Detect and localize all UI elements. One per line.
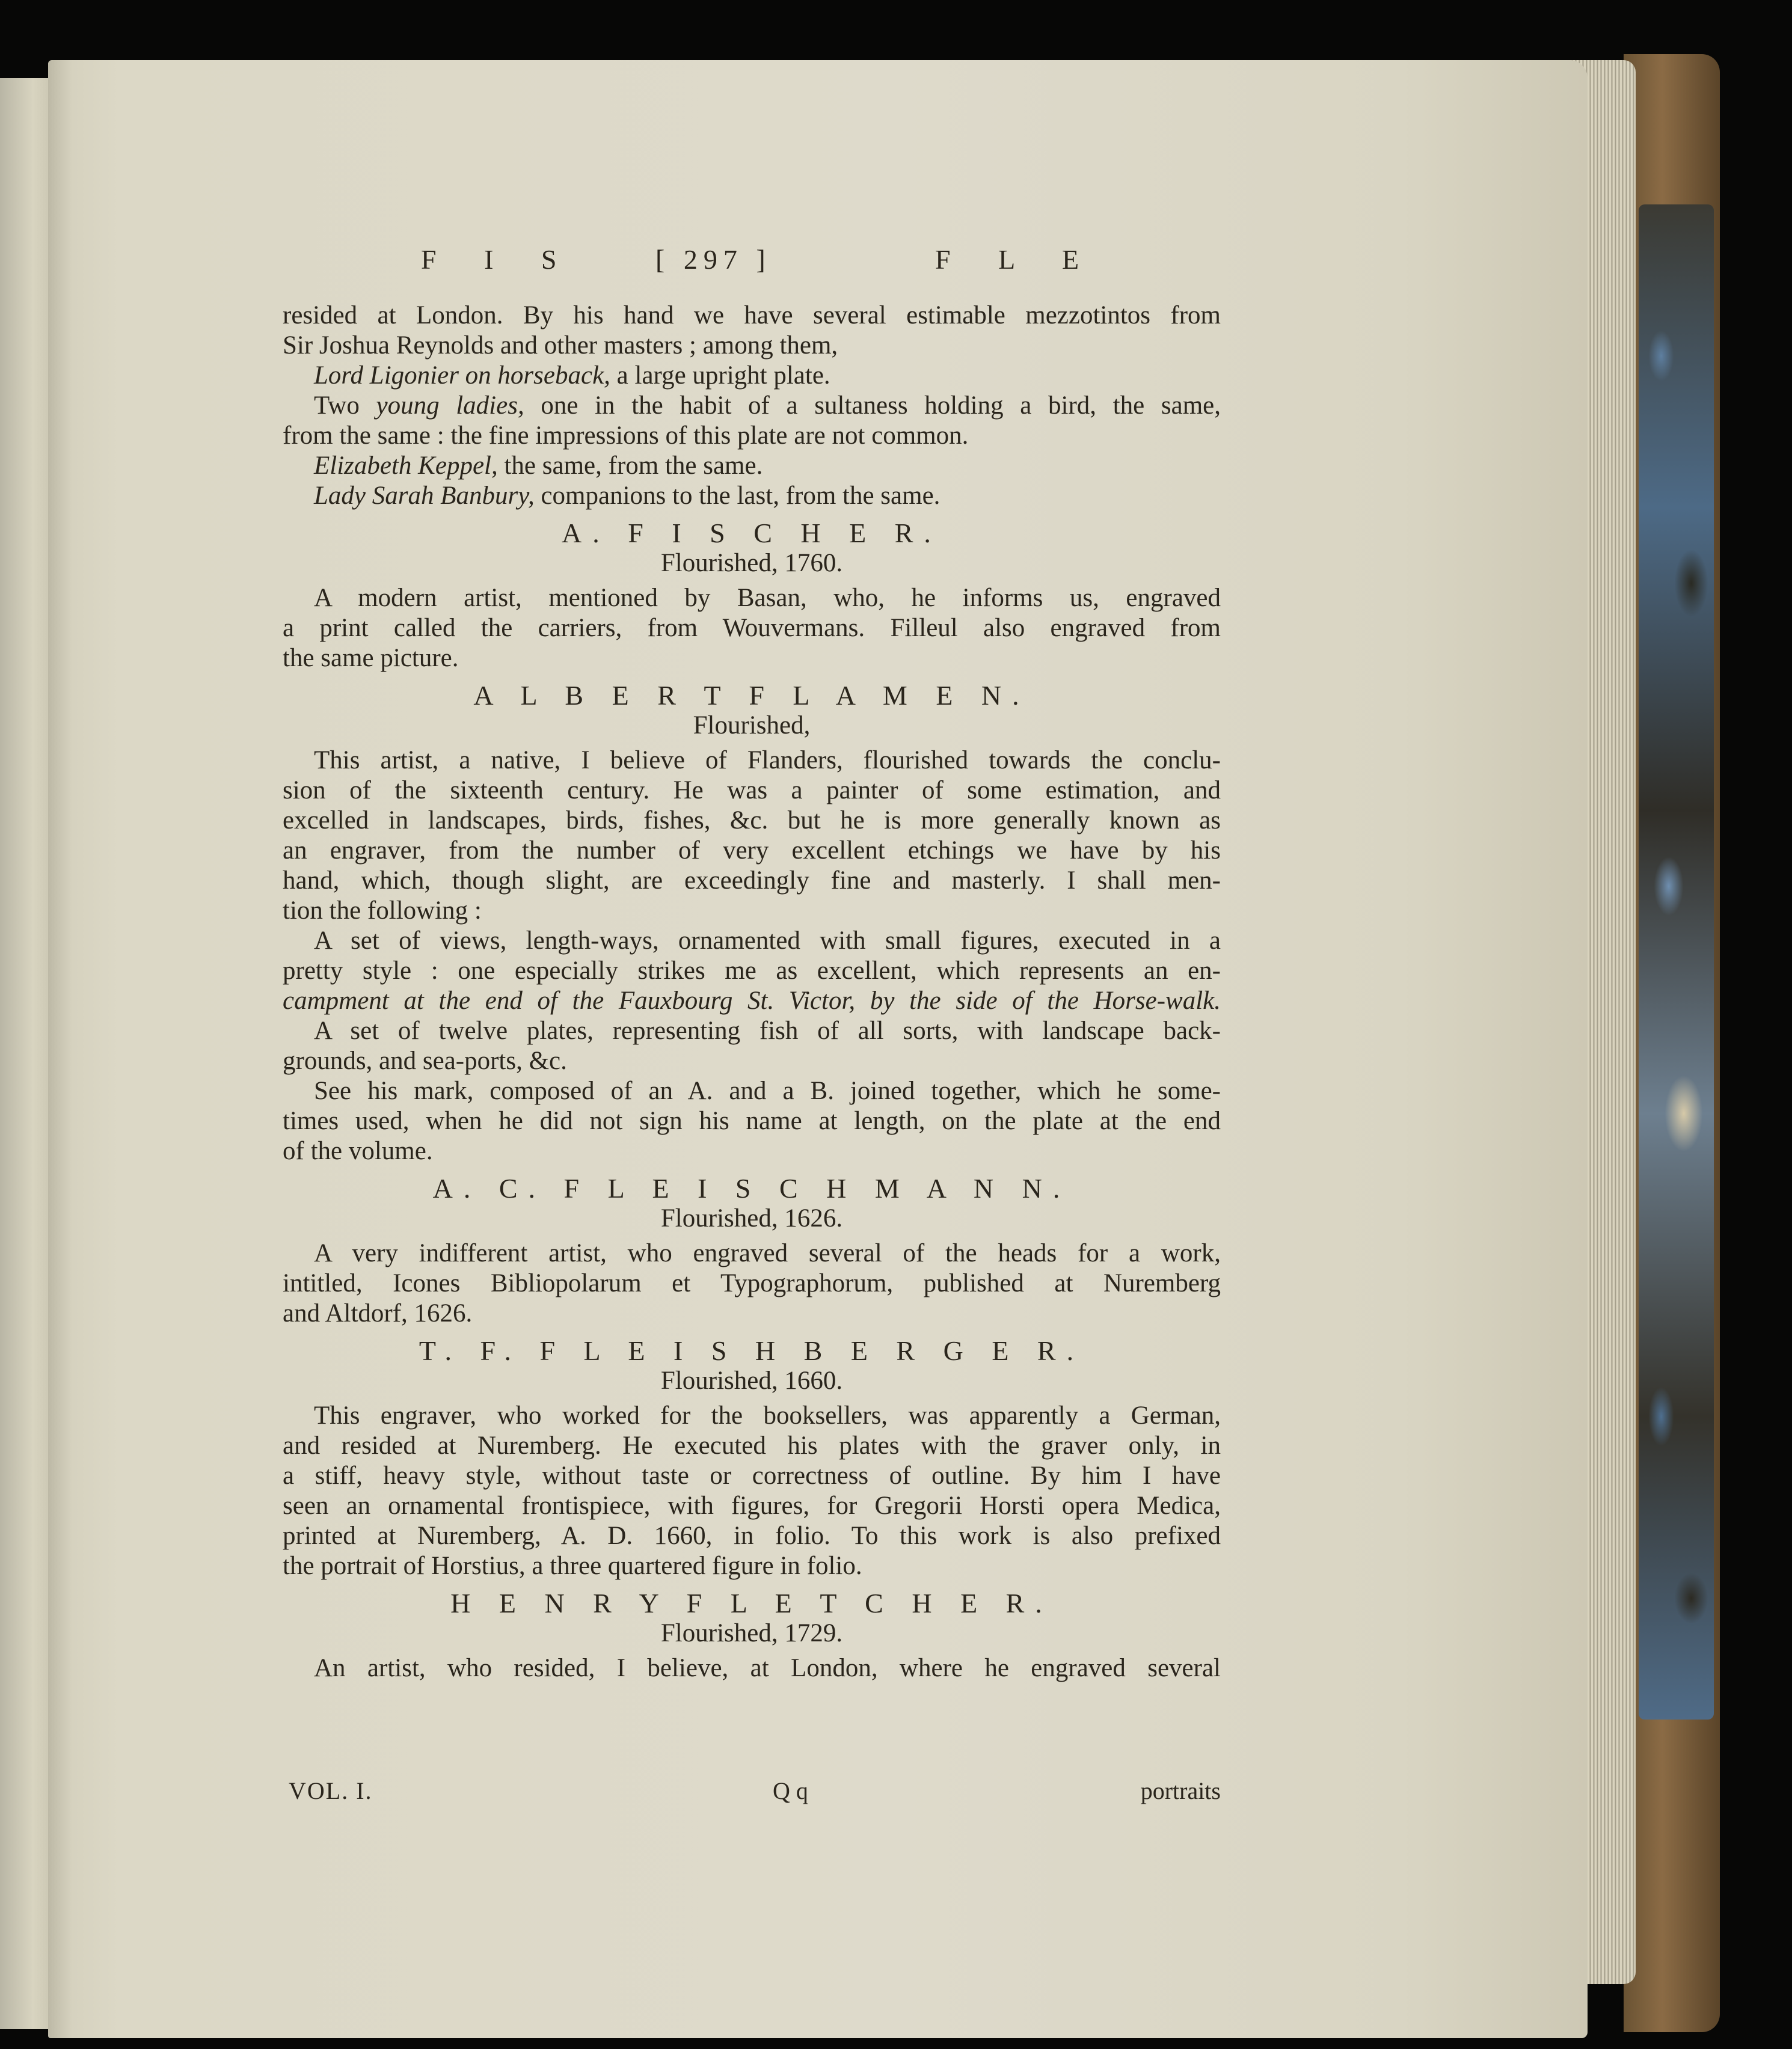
text-line: a print called the carriers, from Wouvermans. Filleul also engraved from (283, 614, 1221, 642)
running-head-right: F L E (935, 244, 1100, 275)
flourished-date: Flourished, (693, 711, 811, 740)
text-line: grounds, and sea-ports, &c. (283, 1047, 567, 1075)
marbled-endpaper (1639, 204, 1714, 1720)
entry-heading: A. C. F L E I S C H M A N N. (432, 1173, 1071, 1204)
flourished-date: Flourished, 1660. (660, 1367, 843, 1395)
text-line: and resided at Nuremberg. He executed his plates with the graver only, in (283, 1432, 1221, 1460)
text-line: This engraver, who worked for the booksellers, was apparently a German, (314, 1401, 1221, 1430)
text-line: seen an ornamental frontispiece, with figures, for Gregorii Horsti opera Medica, (283, 1492, 1221, 1520)
volume-signature: VOL. I. (289, 1777, 373, 1804)
text-line: Lord Ligonier on horseback, a large upright plate. (314, 361, 830, 390)
text-line: See his mark, composed of an A. and a B. joined together, which he some- (314, 1077, 1221, 1105)
text-line: Elizabeth Keppel, the same, from the same. (314, 452, 763, 480)
text-line: from the same : the fine impressions of this plate are not common. (283, 421, 969, 450)
text-line: Sir Joshua Reynolds and other masters ; among them, (283, 331, 838, 360)
text-line: times used, when he did not sign his name at length, on the plate at the end (283, 1107, 1221, 1135)
text-line: tion the following : (283, 896, 482, 925)
text-line: resided at London. By his hand we have several estimable mezzotintos from (283, 301, 1221, 329)
text-line: Lady Sarah Banbury, companions to the last, from the same. (314, 482, 940, 510)
page-number: [ 297 ] (655, 244, 772, 275)
text-line: This artist, a native, I believe of Flanders, flourished towards the conclu- (314, 746, 1221, 774)
text-line: printed at Nuremberg, A. D. 1660, in folio. To this work is also prefixed (283, 1522, 1221, 1550)
page-footer (283, 1777, 1221, 1807)
flourished-date: Flourished, 1760. (660, 549, 843, 577)
left-page-edge (0, 78, 55, 2029)
page-body (283, 301, 1221, 1683)
text-line: an engraver, from the number of very excellent etchings we have by his (283, 836, 1221, 865)
text-line: sion of the sixteenth century. He was a painter of some estimation, and (283, 776, 1221, 804)
catchword: portraits (1140, 1777, 1221, 1804)
flourished-date: Flourished, 1729. (660, 1619, 843, 1647)
entry-heading: H E N R Y F L E T C H E R. (450, 1588, 1053, 1619)
text-line: An artist, who resided, I believe, at London, where he engraved several (314, 1654, 1221, 1682)
text-line: intitled, Icones Bibliopolarum et Typographorum, published at Nuremberg (283, 1269, 1221, 1297)
text-line: the same picture. (283, 644, 459, 672)
text-line: pretty style : one especially strikes me as excellent, which represents an en- (283, 957, 1221, 985)
text-line: a stiff, heavy style, without taste or correctness of outline. By him I have (283, 1462, 1221, 1490)
text-line: the portrait of Horstius, a three quartered figure in folio. (283, 1552, 862, 1580)
text-line: hand, which, though slight, are exceedingly fine and masterly. I shall men- (283, 866, 1221, 895)
entry-heading: A L B E R T F L A M E N. (473, 680, 1030, 711)
entry-heading: A. F I S C H E R. (562, 518, 942, 548)
entry-heading: T. F. F L E I S H B E R G E R. (419, 1335, 1085, 1366)
text-line: excelled in landscapes, birds, fishes, &c. but he is more generally known as (283, 806, 1221, 835)
text-line: campment at the end of the Fauxbourg St. Victor, by the side of the Horse-walk. (283, 987, 1221, 1015)
gathering-signature: Q q (773, 1777, 808, 1804)
text-line: and Altdorf, 1626. (283, 1299, 473, 1328)
text-line: A set of views, length-ways, ornamented with small figures, executed in a (314, 926, 1221, 955)
text-line: A very indifferent artist, who engraved several of the heads for a work, (314, 1239, 1221, 1267)
flourished-date: Flourished, 1626. (660, 1204, 843, 1233)
text-line: Two young ladies, one in the habit of a sultaness holding a bird, the same, (314, 391, 1221, 420)
text-line: A modern artist, mentioned by Basan, who, he informs us, engraved (314, 584, 1221, 612)
text-line: of the volume. (283, 1137, 433, 1165)
text-line: A set of twelve plates, representing fish of all sorts, with landscape back- (314, 1017, 1221, 1045)
running-head-left: F I S (421, 244, 577, 275)
